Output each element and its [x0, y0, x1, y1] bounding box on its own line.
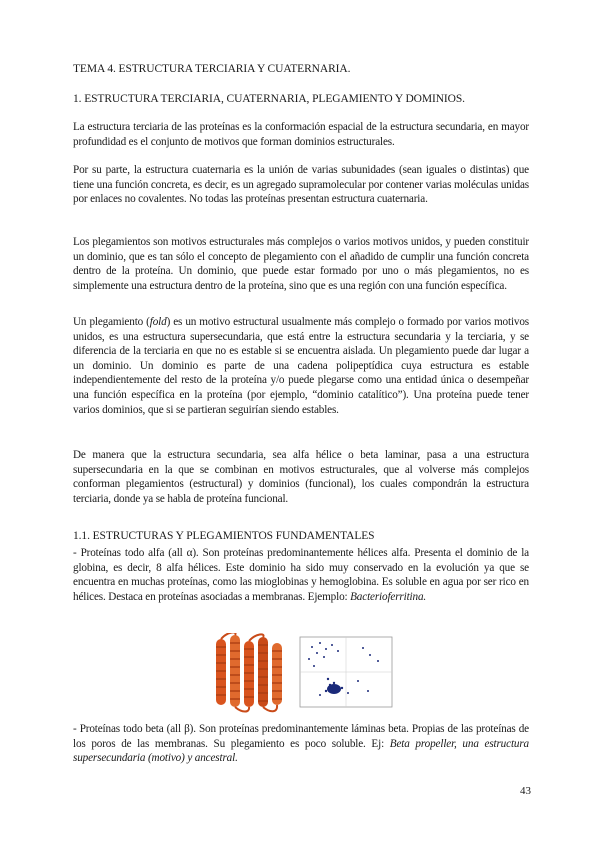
paragraph-all-beta [73, 722, 529, 766]
scatter-plot-image [300, 637, 392, 707]
all-alpha-example: Bacterioferritina. [350, 590, 427, 603]
fold-text-rest: ) es un motivo estructural usualmente más complejo o formado por varios motivos unidos, es una estructura supersecundaria, que está entre la estructura secundaria y la terciaria, y se diferencia de la terciaria en que no es estable si se encuentra aislada. Un plegamiento puede dar lugar a un dominio. Un dominio es parte de una cadena polipeptídica cuya estructura es estable independientemente del resto de la proteína y/o puede plegarse como una entidad única o desempeñar una función específica en la proteína (por ejemplo, “dominio catalítico”). Una proteína puede tener varios dominios, que si se partieran seguirían siendo estables. [73, 316, 529, 416]
paragraph-quaternary-structure: Por su parte, la estructura cuaternaria es la unión de varias subunidades (sean iguales o distintas) que tiene una función concreta, es decir, es un agregado supramolecular por contener varias moléculas unidas por enlaces no covalentes. No todas las proteínas presentan estructura cuaternaria. [73, 164, 529, 206]
fold-text-start: Un plegamiento ( [73, 316, 150, 328]
paragraph-tertiary-structure: La estructura terciaria de las proteínas es la conformación espacial de la estructura secundaria, en mayor profundidad es el conjunto de motivos que forman dominios estructurales. [73, 121, 529, 148]
figure-group [208, 633, 398, 713]
bacterioferritin-figures [208, 633, 398, 713]
section-1-heading: 1. ESTRUCTURA TERCIARIA, CUATERNARIA, PLEGAMIENTO Y DOMINIOS. [73, 93, 465, 105]
alpha-helix-ribbon-image [216, 633, 282, 712]
paragraph-all-alpha [73, 546, 529, 604]
all-alpha-text: - Proteínas todo alfa (all α). Son proteínas predominantemente hélices alfa. Presenta el dominio de la globina, es decir, 8 alfa hélices. Este dominio ha sido muy conservado en la evolución ya que se encuentra en muchas proteínas, como las mioglobinas y hemoglobina. Es soluble en agua por ser rico en hélices. Destaca en proteínas asociadas a membranas. Ejemplo: [73, 547, 529, 603]
paragraph-fold-definition [73, 315, 529, 417]
chapter-title: TEMA 4. ESTRUCTURA TERCIARIA Y CUATERNARIA. [73, 63, 351, 75]
page-number: 43 [520, 785, 531, 797]
paragraph-folds: Los plegamientos son motivos estructurales más complejos o varios motivos unidos, y pueden constituir un dominio, que es tan sólo el concepto de plegamiento con el añadido de cumplir una función concreta dentro de la proteína. Un dominio, que puede estar formado por uno o más plegamientos, no es simplemente una estructura dentro de la proteína, sino que es una región con una función específica. [73, 236, 529, 292]
fold-term: fold [149, 316, 167, 328]
paragraph-structure-summary: De manera que la estructura secundaria, sea alfa hélice o beta laminar, pasa a una estructura supersecundaria en la que se combinan en motivos estructurales, que al volverse más complejos conforman plegamientos (estructural) y dominios (funcional), los cuales compondrán la estructura terciaria, donde ya se habla de proteína funcional. [73, 449, 529, 505]
section-1-1-heading: 1.1. ESTRUCTURAS Y PLEGAMIENTOS FUNDAMENTALES [73, 530, 375, 542]
all-beta-example: Beta propeller, una estructura supersecundaria (motivo) y ancestral. [73, 737, 529, 765]
all-beta-text: - Proteínas todo beta (all β). Son proteínas predominantemente láminas beta. Propias de las proteínas de los poros de las membranas. Su plegamiento es poco soluble. Ej: [73, 723, 529, 750]
